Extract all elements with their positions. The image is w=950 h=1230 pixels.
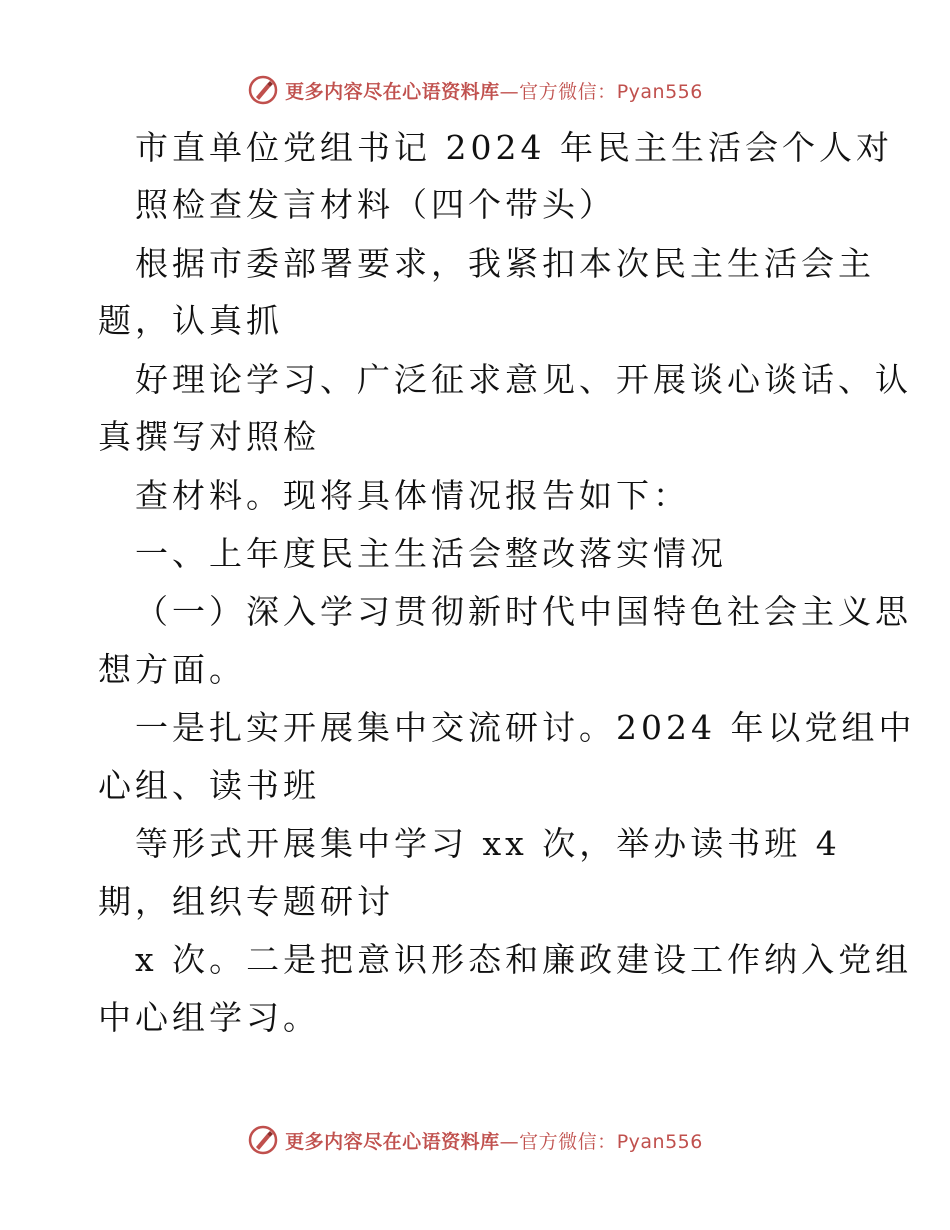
watermark-brand: 更多内容尽在心语资料库	[285, 1130, 500, 1153]
doc-paragraph-line: 中心组学习。	[98, 998, 320, 1037]
pen-logo-icon	[247, 1124, 279, 1156]
watermark-wechat-label: 官方微信：	[519, 1130, 617, 1153]
doc-subsection-heading: （一）深入学习贯彻新时代中国特色社会主义思	[135, 592, 912, 631]
watermark-text	[285, 77, 703, 104]
watermark-wechat-label: 官方微信：	[519, 80, 617, 103]
doc-paragraph-line: 好理论学习、广泛征求意见、开展谈心谈话、认	[135, 360, 912, 399]
doc-paragraph-line: 期，组织专题研讨	[98, 882, 394, 921]
doc-paragraph-line: 真撰写对照检	[98, 417, 320, 456]
watermark-dash: —	[499, 1130, 520, 1153]
pen-logo-icon	[247, 74, 279, 106]
doc-subsection-heading: 想方面。	[98, 650, 246, 689]
watermark-brand: 更多内容尽在心语资料库	[285, 80, 500, 103]
doc-paragraph-line: 一是扎实开展集中交流研讨。2024 年以党组中	[135, 708, 916, 747]
doc-section-heading: 一、上年度民主生活会整改落实情况	[135, 534, 727, 573]
doc-paragraph-line: 题，认真抓	[98, 301, 283, 340]
watermark-text	[285, 1127, 703, 1154]
watermark-dash: —	[499, 80, 520, 103]
doc-paragraph-line: 查材料。现将具体情况报告如下：	[135, 476, 690, 515]
watermark-header	[0, 70, 950, 110]
doc-title-line-2: 照检查发言材料（四个带头）	[135, 185, 616, 224]
doc-paragraph-line: 等形式开展集中学习 xx 次，举办读书班 4	[135, 824, 841, 863]
watermark-wechat-id: Pyan556	[616, 1130, 703, 1153]
doc-paragraph-line: 根据市委部署要求，我紧扣本次民主生活会主	[135, 244, 875, 283]
doc-paragraph-line: 心组、读书班	[98, 766, 320, 805]
doc-paragraph-line: x 次。二是把意识形态和廉政建设工作纳入党组	[135, 940, 913, 979]
doc-title-line-1: 市直单位党组书记 2024 年民主生活会个人对	[135, 128, 893, 167]
watermark-footer	[0, 1120, 950, 1160]
watermark-wechat-id: Pyan556	[616, 80, 703, 103]
